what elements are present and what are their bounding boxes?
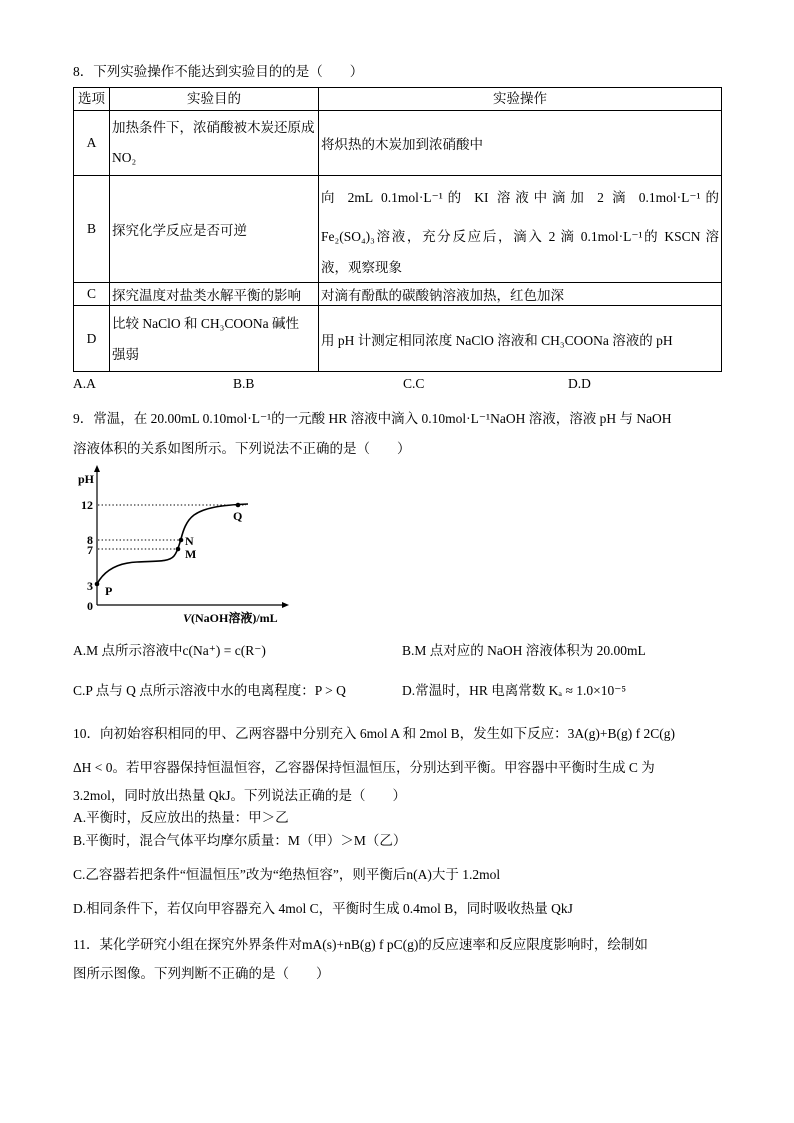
x-axis-label-variable: V xyxy=(183,611,192,625)
point-m-marker xyxy=(176,547,181,552)
y-axis-arrow-icon xyxy=(94,465,100,472)
purpose-line: NO₂ xyxy=(112,150,137,165)
y-tick-label: 12 xyxy=(81,498,93,512)
row-purpose xyxy=(110,283,319,306)
q9-choice-b: B.M 点对应的 NaOH 溶液体积为 20.00mL xyxy=(402,643,646,658)
purpose-line: 探究化学反应是否可逆 xyxy=(112,223,247,238)
q8-choice-b: B.B xyxy=(233,376,255,391)
y-tick-label: 3 xyxy=(87,579,93,593)
point-q-label: Q xyxy=(233,509,243,523)
row-operation xyxy=(319,283,722,306)
titration-curve xyxy=(97,504,248,584)
q10-choice-d: D.相同条件下，若仅向甲容器充入 4mol C，平衡时生成 0.4mol B，同时吸收热量 QkJ xyxy=(73,901,573,916)
point-p-marker xyxy=(95,582,100,587)
header-option: 选项 xyxy=(74,88,110,111)
row-purpose xyxy=(110,111,319,176)
q9-choice-c: C.P 点与 Q 点所示溶液中水的电离程度：P > Q xyxy=(73,683,346,698)
y-axis-label: pH xyxy=(77,472,95,486)
q8-choice-a: A.A xyxy=(73,376,96,391)
point-m-label: M xyxy=(185,547,197,561)
table-row xyxy=(74,283,722,306)
header-purpose: 实验目的 xyxy=(110,88,319,111)
point-q-marker xyxy=(236,503,241,508)
operation-line: 将炽热的木炭加到浓硝酸中 xyxy=(321,137,483,152)
q9-stem-line: 9．常温，在 20.00mL 0.10mol·L⁻¹的一元酸 HR 溶液中滴入 0.10mol·L⁻¹NaOH 溶液，溶液 pH 与 NaOH xyxy=(73,411,672,426)
purpose-line: 探究温度对盐类水解平衡的影响 xyxy=(112,288,301,303)
q9-choice-d: D.常温时，HR 电离常数 Kₐ ≈ 1.0×10⁻⁵ xyxy=(402,683,627,698)
row-option: D xyxy=(74,306,110,372)
operation-line: Fe₂(SO₄)₃溶液，充分反应后，滴入 2 滴 0.1mol·L⁻¹的 KSCN 溶 xyxy=(321,229,719,244)
purpose-line: 比较 NaClO 和 CH₃COONa 碱性 xyxy=(112,315,299,331)
y-tick-label: 8 xyxy=(87,533,93,547)
operation-line: 液，观察现象 xyxy=(321,260,402,275)
row-purpose xyxy=(110,306,319,372)
x-axis-arrow-icon xyxy=(282,602,289,608)
table-row xyxy=(74,111,722,176)
operation-line: 对滴有酚酞的碳酸钠溶液加热，红色加深 xyxy=(321,288,564,303)
q10-stem-line: ΔH < 0。若甲容器保持恒温恒容，乙容器保持恒温恒压，分别达到平衡。甲容器中平衡时生成 C 为 xyxy=(73,760,655,775)
q10-stem-line: 3.2mol，同时放出热量 QkJ。下列说法正确的是（ ） xyxy=(73,788,407,803)
q11-stem-line: 图所示图像。下列判断不正确的是（ ） xyxy=(73,966,330,981)
q11-stem-line: 11．某化学研究小组在探究外界条件对mA(s)+nB(g) f pC(g)的反应速率和反应限度影响时，绘制如 xyxy=(73,937,648,952)
row-option: B xyxy=(74,176,110,283)
x-axis-label-unit: (NaOH溶液)/mL xyxy=(191,611,278,625)
q8-experiment-table xyxy=(73,87,722,372)
operation-line: 用 pH 计测定相同浓度 NaClO 溶液和 CH₃COONa 溶液的 pH xyxy=(321,332,673,348)
row-operation xyxy=(319,111,722,176)
table-row xyxy=(74,306,722,372)
y-tick-label: 0 xyxy=(87,599,93,613)
point-p-label: P xyxy=(105,584,113,598)
point-n-label: N xyxy=(185,534,194,548)
q8-choice-c: C.C xyxy=(403,376,425,391)
purpose-line: 强弱 xyxy=(112,346,139,362)
q9-choice-a: A.M 点所示溶液中c(Na⁺) = c(R⁻) xyxy=(73,643,266,658)
operation-line: 向 2mL 0.1mol·L⁻¹的 KI 溶液中滴加 2 滴 0.1mol·L⁻¹的 xyxy=(321,190,719,205)
table-row xyxy=(74,176,722,283)
row-operation xyxy=(319,306,722,372)
q8-stem: 8．下列实验操作不能达到实验目的的是（ ） xyxy=(73,64,364,79)
table-header-row xyxy=(74,88,722,111)
row-operation xyxy=(319,176,722,283)
q10-choice-c: C.乙容器若把条件“恒温恒压”改为“绝热恒容”，则平衡后n(A)大于 1.2mol xyxy=(73,867,501,882)
q8-choice-d: D.D xyxy=(568,376,591,391)
q9-stem-line: 溶液体积的关系如图所示。下列说法不正确的是（ ） xyxy=(73,441,411,456)
header-operation: 实验操作 xyxy=(319,88,722,111)
row-option: C xyxy=(74,283,110,306)
titration-curve-figure xyxy=(72,463,292,628)
q10-stem-line: 10．向初始容积相同的甲、乙两容器中分别充入 6mol A 和 2mol B，发生如下反应：3A(g)+B(g) f 2C(g) xyxy=(73,726,675,741)
row-purpose xyxy=(110,176,319,283)
point-n-marker xyxy=(179,538,184,543)
x-axis-label xyxy=(183,610,278,625)
q10-choice-a: A.平衡时，反应放出的热量：甲＞乙 xyxy=(73,810,289,825)
purpose-line: 加热条件下，浓硝酸被木炭还原成 xyxy=(112,120,315,135)
q10-choice-b: B.平衡时，混合气体平均摩尔质量：M（甲）＞M（乙） xyxy=(73,833,407,848)
y-tick-label: 7 xyxy=(87,543,93,557)
row-option: A xyxy=(74,111,110,176)
